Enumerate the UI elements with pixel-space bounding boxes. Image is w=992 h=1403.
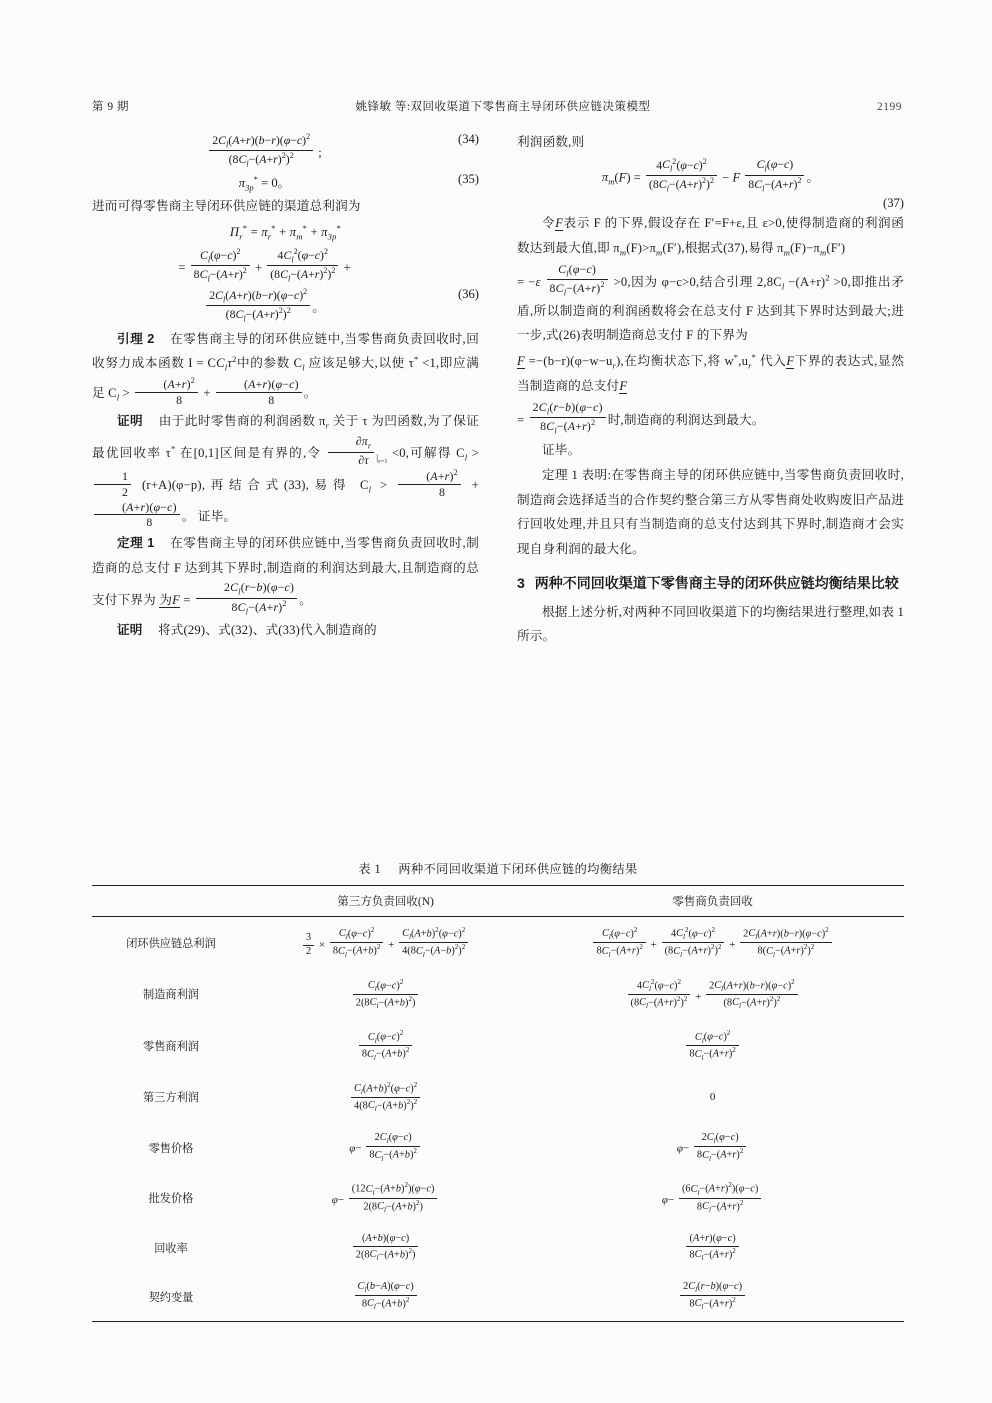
table-1-header-cell-0 (92, 886, 250, 917)
section-3-title: 两种不同回收渠道下零售商主导的闭环供应链均衡结果比较 (534, 575, 899, 592)
table-row (92, 1123, 904, 1172)
table-1-row-label-4: 零售价格 (148, 1142, 194, 1155)
table-1 (92, 885, 904, 1322)
theorem-1: 定理 1 在零售商主导的闭环供应链中,当零售商负责回收时,制造商的总支付 F 达到其下界时,制造商的利润达到最大,且制造商的总支付下界为 为F = $\frac{2C_l(r-b)(\varphi-c)}{8C_l-(A+r)^2}$ 。 (92, 536, 479, 617)
table-1-cell-7-2: $\frac{2C_l(r-b)(\varphi-c)}{8C_l-(A+r)^2}$ (521, 1272, 904, 1322)
proof2-text: 将式(29)、式(32)、式(33)代入制造商的 (157, 623, 377, 638)
proof-label: 证明 (117, 413, 144, 428)
table-1-header-cell-1: 第三方负责回收(N) (250, 886, 521, 917)
table-1-row-label-3: 第三方利润 (143, 1092, 199, 1105)
para3-c: ,u (738, 354, 749, 369)
table-1-row-label-5: 批发价格 (148, 1193, 194, 1206)
table-1-bottom-rule-cell-2 (521, 1322, 904, 1323)
table-1-cell-3-2: 0 (709, 1091, 716, 1104)
section-3-number: 3 (517, 575, 525, 592)
equation-34-body: $\frac{2C_l(A+r)(b-r)(\varphi-c)^2}{(8C_l-(A+r)^2)^2}$ ; (92, 132, 437, 170)
table-row (92, 969, 904, 1021)
proof-theorem-1 (92, 618, 479, 643)
table-1-header-row (92, 886, 904, 917)
table-1-row-label-2: 零售商利润 (143, 1040, 199, 1053)
table-1-cell-3-1: $\frac{C_l(A+b)^2(\varphi-c)^2}{4(8C_l-(A+b)^2)^2}$ (250, 1072, 521, 1124)
equation-35 (92, 172, 479, 193)
table-1-cell-4-1: φ− $\frac{2C_l(\varphi-c)}{8C_l-(A+b)^2}$ (250, 1123, 521, 1172)
lemma-2-text-c: 应该足够大,以使 τ (304, 356, 414, 371)
lemma-2-text-b: 中的参数 C (236, 356, 303, 371)
proof-text-7: > (371, 478, 388, 493)
theorem-1-label: 定理 1 (117, 536, 155, 551)
para1-a: 令 (542, 216, 556, 231)
proof-theorem-1-qed: 证毕。 (542, 442, 581, 457)
para3-b: ),在均衡状态下,将 w (616, 354, 734, 369)
equation-36-number: (36) (458, 286, 479, 301)
para3-F-under-3: F (619, 379, 628, 394)
para1-F-under: F (555, 216, 564, 231)
lemma-2-text-e: > (119, 386, 130, 401)
equation-36-line1 (92, 247, 479, 285)
table-1-cell-0-1: $\frac{3}{2}$ × $\frac{C_l(\varphi-c)^2}{8C_l-(A+b)^2}$ + $\frac{C_l(A+b)^2(\varphi-c)^2}{4(8C_l-(A-b)^2)^2}$ (250, 917, 521, 969)
equation-37-number: (37) (883, 196, 904, 211)
lemma-2-label: 引理 2 (117, 331, 155, 346)
equation-36 (92, 287, 479, 325)
para2-a: >0,因为 φ−c>0,结合引理 2,8C (609, 274, 782, 289)
equation-35-body: $\pi_{3p}^* = 0$。 (238, 173, 291, 193)
para1-d: (F′),根据式(37),易得 π (662, 240, 784, 255)
table-row (92, 1224, 904, 1272)
table-1-cell-1-1: $\frac{C_l(\varphi-c)^2}{2(8C_l-(A+b)^2)}$ (250, 969, 521, 1021)
left-column (92, 130, 479, 650)
proof-text-4: <0,可解得 C (387, 446, 465, 461)
proof-text-2: 关于 τ 为凹函数,为了保证最优回收率 τ (92, 413, 479, 461)
table-row (92, 1272, 904, 1322)
para3-F-under-2: F (786, 354, 795, 369)
table-row (92, 1072, 904, 1124)
table-1-cell-2-1: $\frac{C_l(\varphi-c)^2}{8C_l-(A+b)^2}$ (250, 1020, 521, 1072)
table-1-cell-4-2: φ− $\frac{2C_l(\varphi-c)}{8C_l-(A+r)^2}$ (521, 1123, 904, 1172)
page-header (92, 98, 902, 114)
table-1-cell-0-2: $\frac{C_l(\varphi-c)^2}{8C_l-(A+r)^2}$ + $\frac{4C_l^2(\varphi-c)^2}{(8C_l-(A+r)^2)^2}$ + $\frac{2C_l(A+r)(b-r)(\varphi-c)^2}{8(C_l-(A+r)^2)^2}$ (521, 917, 904, 969)
para1-e: (F)−π (790, 240, 820, 255)
table-row (92, 917, 904, 969)
table-1-wrapper (92, 860, 904, 1322)
table-1-caption-label: 表 1 (358, 862, 381, 876)
para1-b: 表示 F 的下界,假设存在 F′=F+ε,且 ε>0,使得制造商的利润函数达到最大值,即 π (517, 216, 905, 255)
para3-a: =−(b−r)(φ−w−u (524, 354, 613, 369)
proof-text-3: 在[0,1]区间是有界的,令 (175, 446, 322, 461)
para3-f: 时,制造商的利润达到最大。 (607, 412, 765, 427)
table-1-row-label-0: 闭环供应链总利润 (92, 917, 250, 969)
table-1-cell-1-2: $\frac{4C_l^2(\varphi-c)^2}{(8C_l-(A+r)^2)^2}$ + $\frac{2C_l(A+r)(b-r)(\varphi-c)^2}{(8C_l-(A+r)^2)^2}$ (521, 969, 904, 1021)
table-1-header-cell-2: 零售商负责回收 (521, 886, 904, 917)
section-heading-3 (517, 571, 904, 596)
lemma-2-text: 在零售商主导的闭环供应链中,当零售商负责回收时,回收努力成本函数 I = C (92, 331, 479, 371)
theorem-1-note-text: 定理 1 表明:在零售商主导的闭环供应链中,当零售商负责回收时,制造商会选择适当的合作契约整合第三方从零售商处收购废旧产品进行回收处理,并且只有当制造商的总支付达到其下界时,制造商才会实现自身利润的最大化。 (517, 468, 904, 556)
theorem-1-note (517, 463, 904, 561)
theorem-1-F-lower: 为F (159, 593, 181, 608)
table-1-row-label-7: 契约变量 (148, 1291, 194, 1304)
proof-text-6: (r+A)(φ−p),再结合式(33),易得 C (141, 478, 369, 493)
para2-b: −(A+r) (784, 274, 826, 289)
theorem-1-text: 在零售商主导的闭环供应链中,当零售商负责回收时,制造商的总支付 F 达到其下界时,制造商的利润达到最大,且制造商的总支付下界为 (92, 536, 479, 608)
table-row (92, 1020, 904, 1072)
section-3-body: 根据上述分析,对两种不同回收渠道下的均衡结果进行整理,如表 1 所示。 (517, 604, 904, 644)
paragraph-F-expression: $F =-(b-r)(\varphi-w-u_r)$,在均衡状态下,将 $w^*,u_r^*$ 代入F下界的表达式,显然当制造商的总支付F (517, 351, 905, 394)
equation-34 (92, 132, 479, 170)
proof-text-1: 由于此时零售商的利润函数 π (158, 413, 326, 428)
para2-c: >0,即推出矛盾,所以制造商的利润函数将会在总支付 F 达到其下界时达到最大;进一步,式(26)表明制造商总支付 F 的下界为 (517, 274, 904, 343)
table-1-row-label-1: 制造商利润 (143, 989, 199, 1002)
table-1-cell-2-2: $\frac{C_l(\varphi-c)^2}{8C_l-(A+r)^2}$ (521, 1020, 904, 1072)
table-1-cell-5-1: φ− $\frac{(12C_l-(A+b)^2)(\varphi-c)}{2(8C_l-(A+b)^2)}$ (250, 1172, 521, 1224)
table-1-row-label-6: 回收率 (154, 1243, 188, 1256)
running-title: 姚锋敏 等:双回收渠道下零售商主导闭环供应链决策模型 (355, 101, 651, 113)
table-1-cell-6-2: $\frac{(A+r)(\varphi-c)}{8C_l-(A+r)^2}$ (521, 1224, 904, 1272)
equation-35-number: (35) (458, 171, 479, 186)
body-columns (92, 130, 904, 650)
equation-36-body: $\frac{2C_l(A+r)(b-r)(\varphi-c)^2}{(8C_l-(A+r)^2)^2}$ 。 (92, 287, 437, 325)
table-1-bottom-rule-cell-1 (250, 1322, 521, 1323)
table-row (92, 1172, 904, 1224)
equation-34-number: (34) (458, 132, 479, 146)
table-1-cell-5-2: φ− $\frac{(6C_l-(A+r)^2)(\varphi-c)}{8C_l-(A+r)^2}$ (521, 1172, 904, 1224)
table-1-caption-text: 两种不同回收渠道下闭环供应链的均衡结果 (398, 862, 638, 876)
table-1-caption (92, 860, 904, 877)
issue-label: 第 9 期 (92, 101, 129, 113)
lemma-2: 引理 2 在零售商主导的闭环供应链中,当零售商负责回收时,回收努力成本函数 $I = CC_l\tau^2$中的参数 $C_l$ 应该足够大,以使 τ* <1,即应满足 $C_l$ > $\frac{(A+r)^2}{8}$ + $\frac{(A+r)(\varphi-c)}{8}$ 。 (92, 331, 479, 408)
para3-F-under: F (517, 354, 525, 369)
right-column (517, 130, 904, 650)
paragraph-total-profit: 进而可得零售商主导闭环供应链的渠道总利润为 (92, 199, 361, 214)
equation-37-body: $\pi_m(F)$ = $\frac{4C_l^2(\varphi-c)^2}{(8C_l-(A+r)^2)^2}$ − F $\frac{C_l(\varphi-c)}{8C_l-(A+r)^2}$ 。 (601, 156, 820, 194)
para3-e: 下界的表达式,显然当制造商的总支付 (517, 354, 905, 394)
paragraph-F-value: = $\frac{2C_l(r-b)(\varphi-c)}{8C_l-(A+r)^2}$ 时,制造商的利润达到最大。 (517, 399, 765, 436)
paragraph-lower-bound: 令F表示 F 的下界,假设存在 F′=F+ε,且 ε>0,使得制造商的利润函数达到最大值,即 $\pi_m(F)>\pi_m(F')$,根据式(37),易得 $\pi_m(F)-\pi_m(F')$ (517, 216, 905, 258)
page-number: 2199 (877, 101, 902, 113)
table-1-bottom-rule (92, 1322, 904, 1323)
table-1-bottom-rule-cell-0 (92, 1322, 250, 1323)
para3-d: 代入 (756, 354, 787, 369)
table-1-cell-7-1: $\frac{C_l(b-A)(\varphi-c)}{8C_l-(A+b)^2}$ (250, 1272, 521, 1322)
proof-lemma-2: 证明 由于此时零售商的利润函数 $\pi_r$ 关于 τ 为凹函数,为了保证最优回收率 τ* 在[0,1]区间是有界的,令 $\frac{\partial\pi_r}{\partial\tau}$ $_{|_{\varepsilon=1}}$ <0,可解得 $C_l$ > $\frac{1}{2}$ (r+A)(φ−p),再结合式(33),易得 $C_l$ > $\frac{(A+r)^2}{8}$ + $\frac{(A+r)(\varphi-c)}{8}$ 。 证毕。 (92, 413, 480, 530)
lemma-2-text-d: <1,即应满足 C (92, 356, 479, 401)
para1-f: (F′) (826, 240, 846, 255)
equation-36-line1-body: = $\frac{C_l(\varphi-c)^2}{8C_l-(A+r)^2}$ + $\frac{4C_l^2(\varphi-c)^2}{(8C_l-(A+r)^2)^2}$ + (178, 247, 351, 284)
equation-37 (517, 157, 904, 195)
paragraph-contradiction: = −ε $\frac{C_l(\varphi-c)}{8C_l-(A+r)^2}$ >0,因为 φ−c>0,结合引理 $2,8C_l -(A+r)^2 >0$,即推出矛盾,所以制造商的利润函数将会在总支付 F 达到其下界时达到最大;进一步,式(26)表明制造商总支付 F 的下界为 (517, 261, 904, 343)
proof-text-5: > (467, 446, 480, 461)
paragraph-profit-fn: 利润函数,则 (517, 135, 585, 149)
equation-total-profit-def: $\Pi_r^* = \pi_r^* + \pi_m^* + \pi_{3p}^*$ (229, 222, 342, 242)
table-1-cell-6-1: $\frac{(A+b)(\varphi-c)}{2(8C_l-(A+b)^2)}$ (250, 1224, 521, 1272)
proof-qed: 证毕。 (197, 508, 237, 523)
para1-c: (F)>π (626, 240, 657, 255)
proof2-label: 证明 (117, 623, 143, 638)
